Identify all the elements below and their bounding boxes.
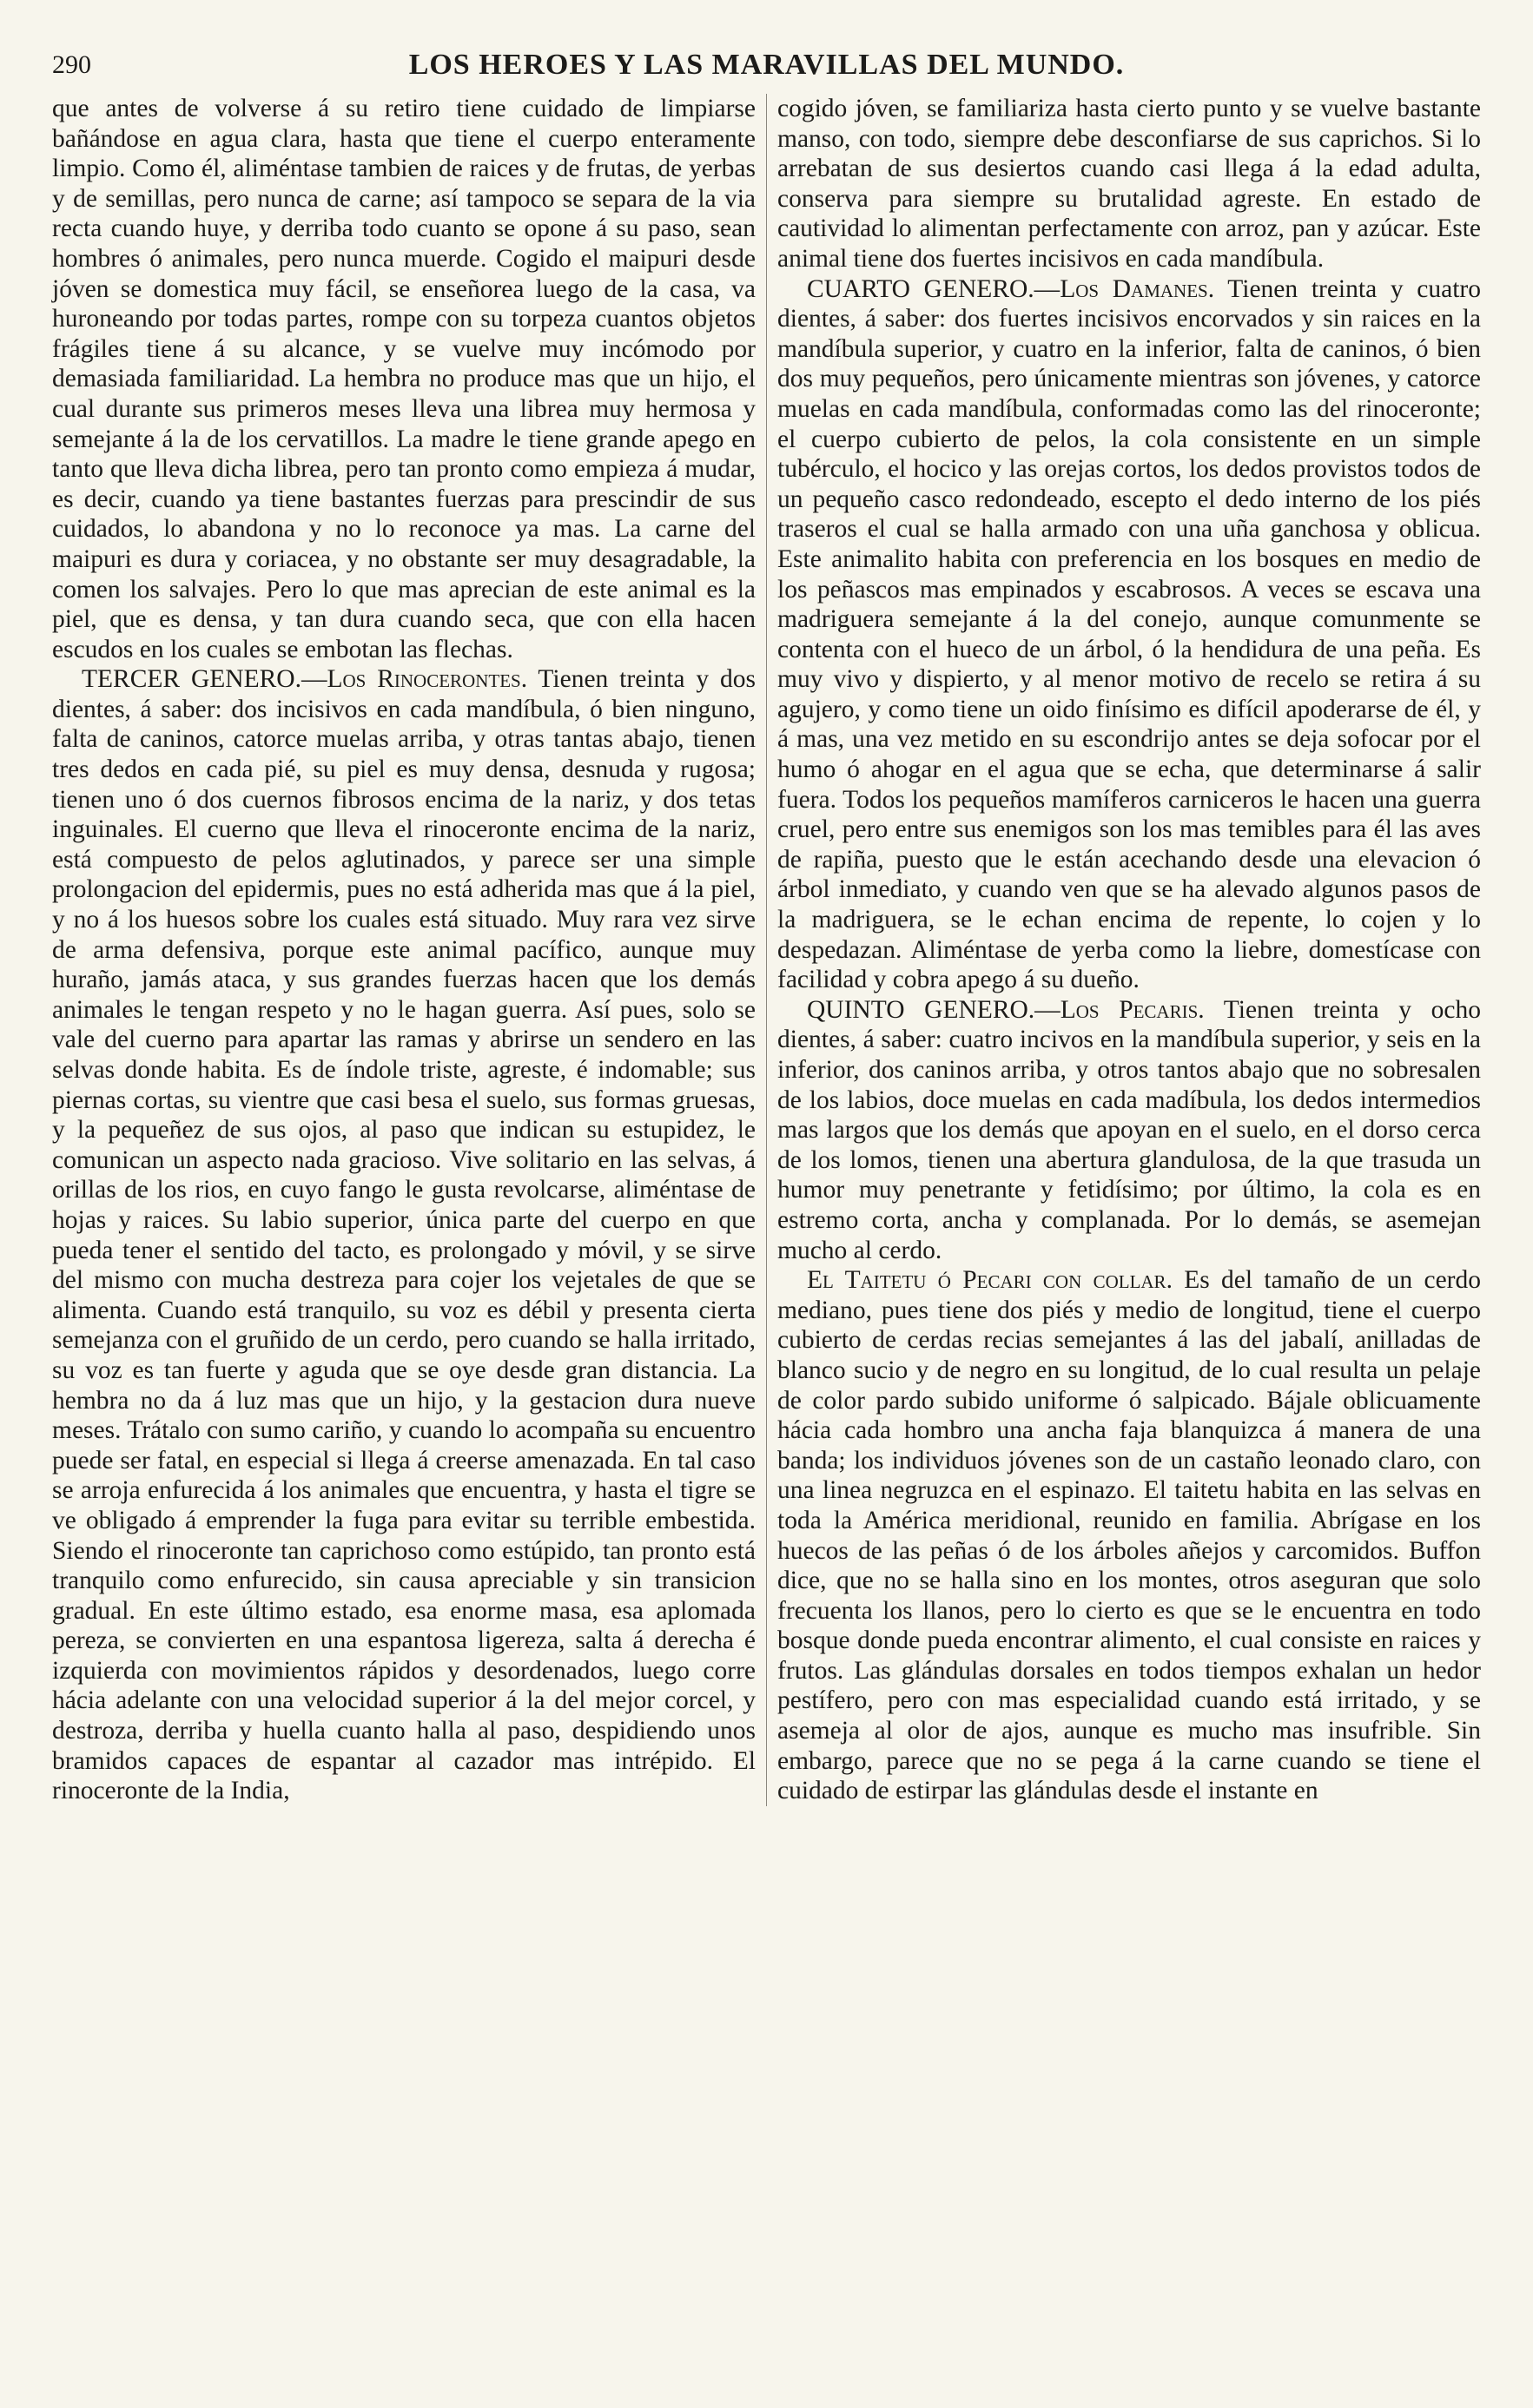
genus-heading: TERCER GENERO.— bbox=[82, 665, 327, 694]
right-column bbox=[777, 94, 1481, 1806]
paragraph-maipuri-continued: que antes de volverse á su retiro tiene cuidado de limpiarse bañándose en agua clara, hasta que tiene el cuerpo enteramente limpio. Como él, aliméntase tambien de raices y de frutas, de yerbas y de semillas, pero nunca de carne; así tampoco se separa de la via recta cuando huye, y derriba todo cuanto se opone á su paso, sean hombres ó animales, pero nunca muerde. Cogido el maipuri desde jóven se domestica muy fácil, se enseñorea luego de la casa, va huroneando por todas partes, rompe con su torpeza cuantos objetos frágiles tiene á su alcance, y se vuelve muy incómodo por demasiada familiaridad. La hembra no produce mas que un hijo, el cual durante sus primeros meses lleva una librea muy hermosa y semejante á la de los cervatillos. La madre le tiene grande apego en tanto que lleva dicha librea, pero tan pronto como empieza á mudar, es decir, cuando ya tiene bastantes fuerzas para prescindir de sus cuidados, lo abandona y no lo reconoce ya mas. La carne del maipuri es dura y coriacea, y no obstante ser muy desagradable, la comen los salvajes. Pero lo que mas aprecian de este animal es la piel, que es densa, y tan dura cuando seca, que con ella hacen escudos en los cuales se embotan las flechas. bbox=[52, 95, 756, 663]
species-name: El Taitetu ó Pecari con collar bbox=[807, 1266, 1166, 1295]
text-columns bbox=[52, 94, 1481, 1806]
paragraph-rinocerontes bbox=[52, 664, 756, 1806]
paragraph-pecaris bbox=[777, 995, 1481, 1265]
paragraph-damanes bbox=[777, 274, 1481, 995]
running-title: LOS HEROES Y LAS MARAVILLAS DEL MUNDO. bbox=[408, 49, 1125, 81]
page-number: 290 bbox=[52, 50, 91, 79]
left-column bbox=[52, 94, 756, 1806]
column-divider bbox=[766, 94, 767, 1806]
paragraph-body: . Tienen treinta y cuatro dientes, á saber: dos fuertes incisivos encorvados y sin raices en la mandíbula superior, y cuatro en la inferior, falta de caninos, ó bien dos muy pequeños, pero únicamente mientras son jóvenes, y catorce muelas en cada mandíbula, conformadas como las del rinoceronte; el cuerpo cubierto de pelos, la cola consistente en un simple tubérculo, el hocico y las orejas cortos, los dedos provistos todos de un pequeño casco redondeado, escepto el dedo interno de los piés traseros el cual se halla armado con una uña ganchosa y oblicua. Este animalito habita con preferencia en los bosques en medio de los peñascos mas empinados y escabrosos. A veces se escava una madriguera semejante á la del conejo, aunque comunmente se contenta con el hueco de un árbol, ó la hendidura de una peña. Es muy vivo y dispierto, y al menor motivo de recelo se retira á su agujero, y como tiene un oido finísimo es difícil apoderarse de él, y á mas, una vez metido en su escondrijo antes se deja sofocar por el humo ó ahogar en el agua que se echa, que determinarse á salir fuera. Todos los pequeños mamíferos carniceros le hacen una guerra cruel, pero entre sus enemigos son los mas temibles para él las aves de rapiña, puesto que le están acechando desde una elevacion ó árbol inmediato, y cuando ven que se ha alevado algunos pasos de la madriguera, se le echan encima de repente, lo cojen y lo despedazan. Aliméntase de yerba como la liebre, domestícase con facilidad y cobra apego á su dueño. bbox=[777, 274, 1482, 994]
genus-name: Los Pecaris bbox=[1060, 995, 1199, 1024]
genus-heading: QUINTO GENERO.— bbox=[807, 995, 1061, 1024]
paragraph-rinoceronte-continued: cogido jóven, se familiariza hasta cierto punto y se vuelve bastante manso, con todo, siempre debe desconfiarse de sus caprichos. Si lo arrebatan de sus desiertos cuando casi llega á la edad adulta, conserva para siempre su brutalidad agreste. En estado de cautividad lo alimentan perfectamente con arroz, pan y azúcar. Este animal tiene dos fuertes incisivos en cada mandíbula. bbox=[777, 95, 1481, 273]
genus-name: Los Damanes bbox=[1060, 274, 1208, 303]
paragraph-body: . Tienen treinta y ocho dientes, á saber: cuatro incivos en la mandíbula superior, y seis en la inferior, dos caninos arriba, y otros tantos abajo que no sobresalen de los labios, doce muelas en cada madíbula, los dedos intermedios mas largos que los demás que apoyan en el suelo, en el dorso cerca de los lomos, tienen una abertura glandulosa, de la que trasuda un humor muy penetrante y fetidísimo; por último, la cola es en estremo corta, ancha y complanada. Por lo demás, se asemejan mucho al cerdo. bbox=[777, 995, 1482, 1264]
genus-name: Los Rinocerontes bbox=[327, 665, 521, 694]
paragraph-body: . Tienen treinta y dos dientes, á saber: dos incisivos en cada mandíbula, ó bien ninguno, falta de caninos, catorce muelas arriba, y otras tantas abajo, tienen tres dedos en cada pié, su piel es muy densa, desnuda y rugosa; tienen uno ó dos cuernos fibrosos encima de la nariz, y dos tetas inguinales. El cuerno que lleva el rinoceronte encima de la nariz, está compuesto de pelos aglutinados, y parece ser una simple prolongacion del epidermis, pues no está adherida mas que á la piel, y no á los huesos sobre los cuales está situado. Muy rara vez sirve de arma defensiva, porque este animal pacífico, aunque muy huraño, jamás ataca, y sus grandes fuerzas hacen que los demás animales le tengan respeto y no le hagan guerra. Así pues, solo se vale del cuerno para apartar las ramas y abrirse un sendero en las selvas donde habita. Es de índole triste, agreste, é indomable; sus piernas cortas, su vientre que casi besa el suelo, sus formas gruesas, y la pequeñez de sus ojos, al paso que indican su estupidez, le comunican un aspecto nada gracioso. Vive solitario en las selvas, á orillas de los rios, en cuyo fango le gusta revolcarse, aliméntase de hojas y raices. Su labio superior, única parte del cuerpo en que pueda tener el sentido del tacto, es prolongado y móvil, y se sirve del mismo con mucha destreza para cojer los vejetales de que se alimenta. Cuando está tranquilo, su voz es débil y presenta cierta semejanza con el gruñido de un cerdo, pero cuando se halla irritado, su voz es tan fuerte y aguda que se oye desde gran distancia. La hembra no da á luz mas que un hijo, y la gestacion dura nueve meses. Trátalo con sumo cariño, y cuando lo acompaña su encuentro puede ser fatal, en especial si llega á creerse amenazada. En tal caso se arroja enfurecida á los animales que encuentra, y hasta el tigre se ve obligado á emprender la fuga para evitar su terrible embestida. Siendo el rinoceronte tan caprichoso como estúpido, tan pronto está tranquilo como enfurecido, sin causa apreciable y sin transicion gradual. En este último estado, esa enorme masa, esa aplomada pereza, se convierten en una espantosa ligereza, salta á derecha é izquierda con movimientos rápidos y desordenados, luego corre hácia adelante con una velocidad superior á la del mejor corcel, y destroza, derriba y huella cuanto halla al paso, despidiendo unos bramidos capaces de espantar al cazador mas intrépido. El rinoceronte de la India, bbox=[52, 665, 756, 1805]
paragraph-taitetu bbox=[777, 1265, 1481, 1806]
page-header bbox=[52, 42, 1481, 89]
paragraph-body: . Es del tamaño de un cerdo mediano, pues tiene dos piés y medio de longitud, tiene el cuerpo cubierto de cerdas recias semejantes á las del jabalí, anilladas de blanco sucio y de negro en su longitud, de lo cual resulta un pelaje de color pardo subido uniforme ó salpicado. Bájale oblicuamente hácia cada hombro una ancha faja blanquizca á manera de una banda; los individuos jóvenes son de un castaño leonado claro, con una linea negruzca en el espinazo. El taitetu habita en las selvas en toda la América meridional, reunido en familia. Abrígase en los huecos de las peñas ó de los árboles añejos y carcomidos. Buffon dice, que no se halla sino en los montes, otros aseguran que solo frecuenta los llanos, pero lo cierto es que se le encuentra en todo bosque donde pueda encontrar alimento, el cual consiste en raices y frutos. Las glándulas dorsales en todos tiempos exhalan un hedor pestífero, pero con mas especialidad cuando está irritado, y se asemeja al olor de ajos, aunque es mucho mas insufrible. Sin embargo, parece que no se pega á la carne cuando se tiene el cuidado de estirpar las glándulas desde el instante en bbox=[777, 1266, 1481, 1805]
genus-heading: CUARTO GENERO.— bbox=[807, 274, 1061, 303]
